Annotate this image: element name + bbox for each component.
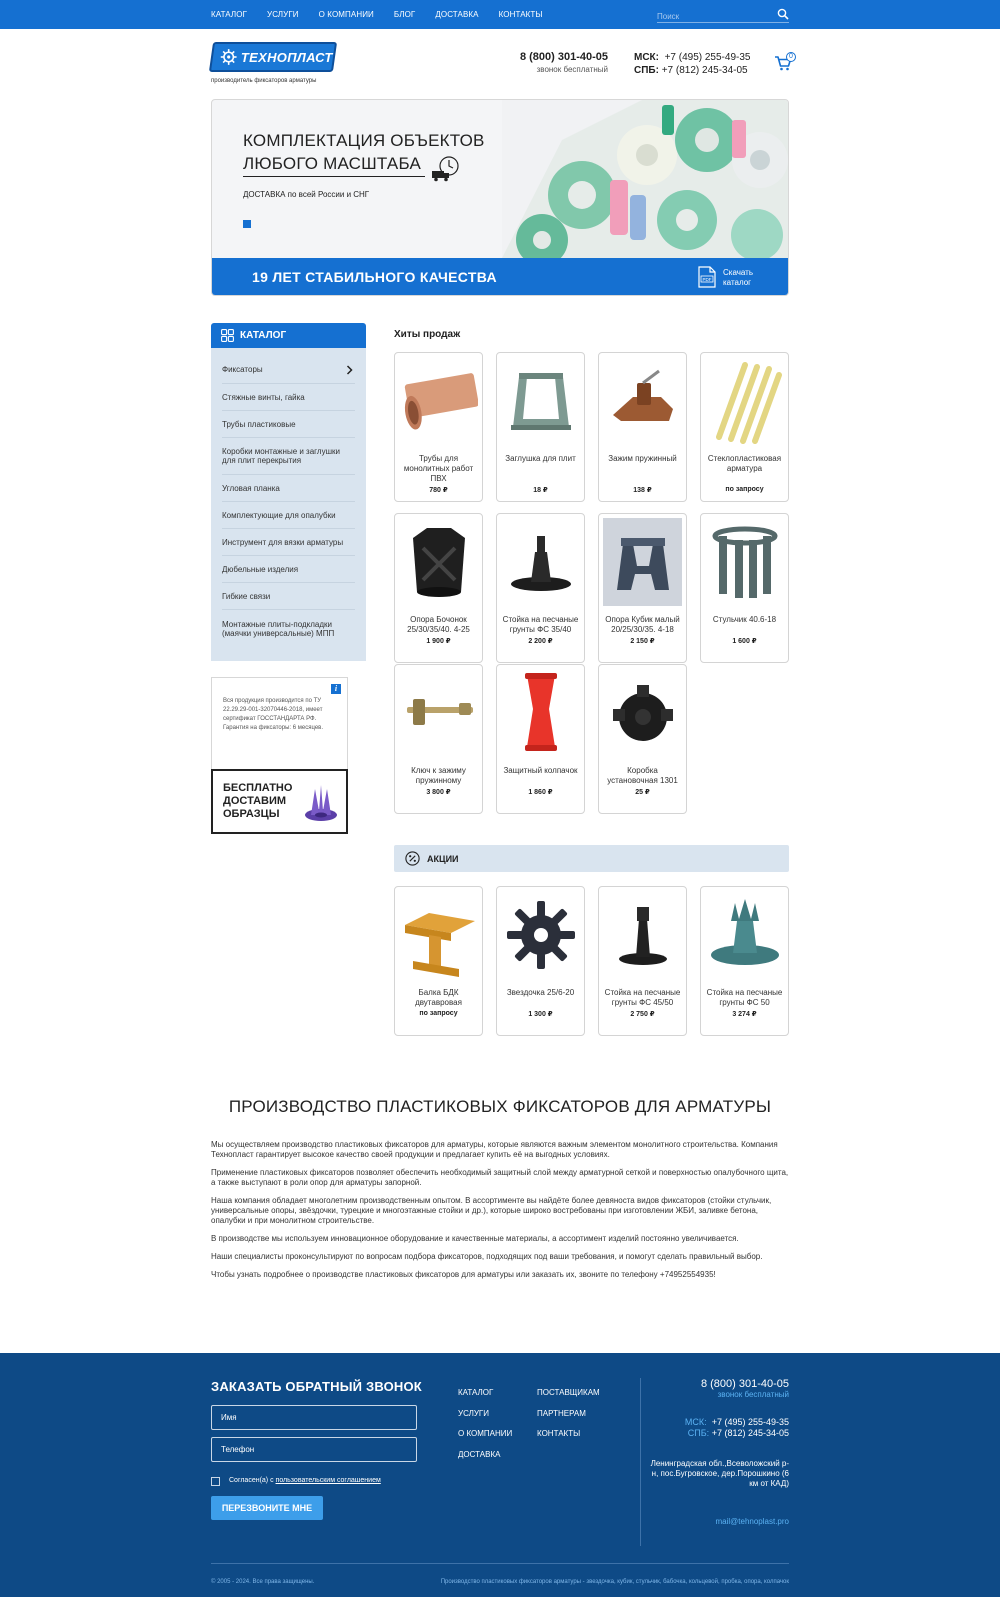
- seo-paragraph: В производстве мы используем инновационное оборудование и качественные материалы, а ассортимент изделий постоянно увеличивается.: [211, 1234, 739, 1243]
- callback-phone-input[interactable]: [211, 1437, 417, 1462]
- footer-links-col2: [537, 1383, 600, 1445]
- product-price: 2 150 ₽: [630, 638, 655, 645]
- product-image-pvc-pipe: [399, 357, 478, 445]
- catalog-title: КАТАЛОГ: [240, 330, 287, 341]
- footer-msk-phone[interactable]: +7 (495) 255-49-35: [711, 1417, 789, 1427]
- footer-spb-label: СПБ:: [687, 1428, 710, 1438]
- product-name: Трубы для монолитных работ ПВХ: [403, 454, 474, 483]
- product-price: 1 900 ₽: [426, 638, 451, 645]
- promo-product-card[interactable]: [700, 886, 789, 1036]
- product-card[interactable]: [496, 664, 585, 814]
- download-catalog-line1: Скачать: [723, 268, 753, 277]
- footer-address: Ленинградская обл.,Всеволожский р-н, пос.Бугровское, дер.Порошкино (6 км от КАД): [650, 1459, 789, 1488]
- free-samples-text: БЕСПЛАТНО ДОСТАВИМ ОБРАЗЦЫ: [223, 782, 293, 820]
- product-price: 2 750 ₽: [630, 1011, 655, 1018]
- product-price: 3 274 ₽: [732, 1011, 757, 1018]
- footer-contacts: [650, 1378, 789, 1526]
- product-price: 1 600 ₽: [732, 638, 757, 645]
- chevron-right-icon: [346, 365, 353, 375]
- catalog-item-tools[interactable]: [222, 529, 355, 556]
- catalog-item-ties[interactable]: [222, 583, 355, 610]
- product-card[interactable]: [394, 352, 483, 502]
- svg-text:PDF: PDF: [702, 277, 712, 282]
- header-city-phones: [634, 51, 750, 77]
- footer-link-delivery[interactable]: ДОСТАВКА: [458, 1449, 501, 1459]
- hero-banner[interactable]: [211, 99, 789, 296]
- product-price: 780 ₽: [429, 487, 448, 494]
- banner-title-line1: КОМПЛЕКТАЦИЯ ОБЪЕКТОВ: [243, 131, 485, 150]
- header-phone[interactable]: 8 (800) 301-40-05: [519, 51, 608, 63]
- catalog-item-dowels[interactable]: [222, 556, 355, 583]
- catalog-item-label: Коробки монтажные и заглушки для плит перекрытия: [222, 447, 340, 465]
- promo-product-card[interactable]: [496, 886, 585, 1036]
- product-image-chair-40: [705, 518, 784, 606]
- callback-submit-button[interactable]: ПЕРЕЗВОНИТЕ МНЕ: [211, 1496, 323, 1520]
- download-catalog-line2: каталог: [723, 278, 752, 287]
- search-input[interactable]: [657, 9, 767, 25]
- footer-spb-phone[interactable]: +7 (812) 245-34-05: [711, 1428, 789, 1438]
- nav-contacts[interactable]: КОНТАКТЫ: [498, 10, 543, 19]
- promo-header: [394, 845, 789, 872]
- product-card[interactable]: [598, 664, 687, 814]
- product-name: Звездочка 25/6-20: [506, 988, 575, 997]
- catalog-item-screws[interactable]: [222, 384, 355, 411]
- seo-paragraph: Чтобы узнать подробнее о производстве пластиковых фиксаторов для арматуры или заказать их, звоните по телефону +74952554935!: [211, 1270, 716, 1279]
- banner-title-line2: ЛЮБОГО МАСШТАБА: [243, 154, 421, 173]
- banner-quality-bar: [212, 258, 789, 296]
- catalog-item-pipes[interactable]: [222, 411, 355, 438]
- hits-title: Хиты продаж: [394, 329, 461, 340]
- catalog-item-label: Стяжные винты, гайка: [222, 392, 305, 402]
- header-phone-block: [503, 51, 608, 74]
- catalog-list: [211, 348, 366, 661]
- logo[interactable]: [209, 42, 337, 72]
- agreement-checkbox[interactable]: [211, 1477, 220, 1486]
- nav-about[interactable]: О КОМПАНИИ: [318, 10, 374, 19]
- product-price: 25 ₽: [635, 789, 650, 796]
- banner-subtitle: ДОСТАВКА по всей России и СНГ: [243, 190, 370, 199]
- footer-phone[interactable]: 8 (800) 301-40-05: [700, 1378, 789, 1390]
- product-card[interactable]: [496, 352, 585, 502]
- free-samples-banner[interactable]: [211, 769, 348, 834]
- tagline: производитель фиксаторов арматуры: [211, 78, 317, 84]
- footer-link-services[interactable]: УСЛУГИ: [458, 1408, 490, 1418]
- product-price: 1 860 ₽: [528, 789, 553, 796]
- pdf-icon[interactable]: [698, 266, 716, 288]
- promo-title: АКЦИИ: [427, 853, 459, 864]
- footer-bottom-divider: [211, 1563, 789, 1564]
- seo-title: ПРОИЗВОДСТВО ПЛАСТИКОВЫХ ФИКСАТОРОВ ДЛЯ АРМАТУРЫ: [228, 1097, 772, 1116]
- seo-paragraph: Наши специалисты проконсультируют по вопросам подбора фиксаторов, подходящих под ваши требования, и помогут сделать правильный выбор.: [211, 1252, 763, 1261]
- cart-count-badge: 0: [786, 52, 796, 62]
- footer-link-catalog[interactable]: КАТАЛОГ: [458, 1388, 494, 1397]
- banner-bar-text: 19 ЛЕТ СТАБИЛЬНОГО КАЧЕСТВА: [252, 269, 497, 285]
- nav-services[interactable]: УСЛУГИ: [267, 10, 299, 19]
- product-image-star-fixator: [501, 891, 580, 979]
- percent-badge-icon: [405, 851, 420, 866]
- msk-phone[interactable]: +7 (495) 255-49-35: [664, 52, 751, 63]
- catalog-item-boxes[interactable]: [222, 438, 355, 475]
- msk-label: МСК:: [634, 52, 659, 63]
- top-nav: [211, 0, 563, 29]
- product-price: 3 800 ₽: [426, 789, 451, 796]
- footer: [0, 1353, 1000, 1597]
- product-name: Стульчик 40.6-18: [712, 615, 777, 624]
- product-image-barrel-support: [399, 518, 478, 606]
- product-name: Коробка установочная 1301: [607, 766, 678, 785]
- footer-city-phones: [650, 1417, 789, 1439]
- catalog-item-label: Монтажные плиты-подкладки (маячки универсальные) МПП: [222, 619, 335, 638]
- catalog-item-label: Трубы пластиковые: [222, 419, 296, 429]
- nav-catalog[interactable]: КАТАЛОГ: [211, 10, 248, 19]
- search-box: [657, 6, 789, 23]
- product-image-spring-clamp: [603, 357, 682, 445]
- product-price: 2 200 ₽: [528, 638, 553, 645]
- product-image-clamp-key: [399, 669, 478, 757]
- footer-link-about[interactable]: О КОМПАНИИ: [458, 1429, 513, 1438]
- product-name: Балка БДК двутавровая: [415, 988, 462, 1007]
- footer-links-col1: [458, 1383, 512, 1465]
- promo-product-card[interactable]: [598, 886, 687, 1036]
- catalog-item-label: Инструмент для вязки арматуры: [222, 537, 344, 547]
- search-icon[interactable]: [777, 8, 789, 20]
- footer-divider: [640, 1378, 641, 1546]
- footer-email[interactable]: mail@tehnoplast.pro: [715, 1517, 789, 1526]
- gear-logo-icon: [220, 46, 237, 68]
- agreement-link[interactable]: пользовательским соглашением: [275, 1477, 381, 1484]
- catalog-item-label: Угловая планка: [222, 483, 280, 493]
- seo-text: [211, 1140, 789, 1288]
- catalog-item-label: Гибкие связи: [222, 591, 271, 601]
- nav-blog[interactable]: БЛОГ: [393, 10, 416, 19]
- agreement-text: [229, 1477, 381, 1484]
- product-name: Опора Бочонок 25/30/35/40. 4-25: [407, 615, 470, 634]
- product-image-i-beam: [399, 891, 478, 979]
- product-price: 1 300 ₽: [528, 1011, 553, 1018]
- certificate-text: Вся продукция производится по ТУ 22.29.29-001-32070446-2018, имеет сертификат ГОССТАНДАРТА РФ. Гарантия на фиксаторы: 6 месяцев.: [223, 698, 324, 731]
- product-name: Стеклопластиковая арматура: [707, 454, 782, 473]
- product-image-cube-support: [603, 518, 682, 606]
- grid-icon: [221, 329, 234, 342]
- product-name: Стойка на песчаные грунты ФС 35/40: [502, 615, 579, 634]
- product-name: Защитный колпачок: [503, 766, 578, 775]
- copyright: © 2005 - 2024. Все права защищены.: [211, 1579, 315, 1585]
- product-price: по запросу: [725, 486, 764, 493]
- footer-link-suppliers[interactable]: ПОСТАВЩИКАМ: [537, 1388, 600, 1397]
- nav-delivery[interactable]: ДОСТАВКА: [435, 10, 479, 19]
- product-image-plate-plug: [501, 357, 580, 445]
- catalog-item-label: Комплектующие для опалубки: [222, 510, 336, 520]
- product-image-sand-stand-35: [501, 518, 580, 606]
- callback-title: ЗАКАЗАТЬ ОБРАТНЫЙ ЗВОНОК: [211, 1379, 422, 1394]
- product-card[interactable]: [394, 664, 483, 814]
- callback-name-input[interactable]: [211, 1405, 417, 1430]
- footer-phone-note: звонок бесплатный: [717, 1390, 789, 1399]
- top-bar: [0, 0, 1000, 29]
- info-icon: i: [331, 684, 341, 694]
- product-name: Заглушка для плит: [505, 454, 576, 463]
- catalog-item-fixators[interactable]: [222, 356, 355, 384]
- promo-product-card[interactable]: [394, 886, 483, 1036]
- product-name: Стойка на песчаные грунты ФС 45/50: [604, 988, 681, 1007]
- product-image-sand-stand-45: [603, 891, 682, 979]
- product-price: 138 ₽: [633, 487, 652, 494]
- product-price: по запросу: [419, 1010, 458, 1017]
- product-card[interactable]: [598, 513, 687, 663]
- banner-fixators-image: [502, 100, 789, 258]
- spb-label: СПБ:: [634, 65, 659, 76]
- product-image-protective-cap: [501, 669, 580, 757]
- banner-slider-dot[interactable]: [243, 220, 251, 228]
- product-price: 18 ₽: [533, 487, 548, 494]
- product-image-sand-stand-50: [705, 891, 784, 979]
- banner-divider: [243, 176, 425, 177]
- product-card[interactable]: [700, 513, 789, 663]
- catalog-item-label: Дюбельные изделия: [222, 564, 299, 574]
- product-name: Ключ к зажиму пружинному: [411, 766, 466, 785]
- header-phone-note: звонок бесплатный: [536, 65, 608, 74]
- seo-paragraph: Применение пластиковых фиксаторов позволяет обеспечить необходимый защитный слой между арматурной сеткой и поверхностью опалубочного щита, а также выступают в роли опор для арматуры запорной.: [211, 1168, 789, 1187]
- download-catalog-link[interactable]: [723, 268, 753, 288]
- certificate-info: [211, 677, 348, 770]
- product-name: Стойка на песчаные грунты ФС 50: [706, 988, 783, 1007]
- product-name: Опора Кубик малый 20/25/30/35. 4-18: [605, 615, 680, 634]
- seo-paragraph: Наша компания обладает многолетним производственным опытом. В ассортименте вы найдёте более девяноста видов фиксаторов (стойки стульчик, универсальные опоры, звёздочки, турецкие и многоэтажные стойки и др.), которые широко востребованы при изготовлении ЖБИ, заливке бетона, опалубки и при монолитном строительстве.: [211, 1196, 772, 1225]
- footer-link-contacts[interactable]: КОНТАКТЫ: [537, 1429, 581, 1438]
- product-name: Зажим пружинный: [608, 454, 677, 463]
- delivery-truck-icon: [430, 155, 460, 183]
- product-image-mounting-box: [603, 669, 682, 757]
- catalog-item-corner[interactable]: [222, 475, 355, 502]
- product-image-fiberglass-rebar: [705, 357, 784, 445]
- footer-seo-line: Производство пластиковых фиксаторов арматуры - звездочка, кубик, стульчик, бабочка, кольцевой, пробка, опора, колпачок: [440, 1579, 789, 1585]
- agreement-prefix: Согласен(а) с: [229, 1477, 276, 1484]
- product-card[interactable]: [700, 352, 789, 502]
- catalog-item-plates[interactable]: [222, 610, 355, 647]
- seo-paragraph: Мы осуществляем производство пластиковых фиксаторов для арматуры, которые являются важным элементом монолитного строительства. Компания Технопласт гарантирует высокое качество своей продукции и предлагает купить её на выгодных условиях.: [211, 1140, 778, 1159]
- product-card[interactable]: [496, 513, 585, 663]
- catalog-item-formwork[interactable]: [222, 502, 355, 529]
- spb-phone[interactable]: +7 (812) 245-34-05: [661, 65, 748, 76]
- product-card[interactable]: [598, 352, 687, 502]
- sample-fixator-image: [303, 781, 339, 823]
- logo-text: ТЕХНОПЛАСТ: [241, 49, 333, 65]
- footer-link-partners[interactable]: ПАРТНЕРАМ: [537, 1408, 586, 1418]
- footer-msk-label: МСК:: [684, 1417, 707, 1427]
- catalog-item-label: Фиксаторы: [222, 365, 263, 374]
- catalog-header: [211, 323, 366, 348]
- product-card[interactable]: [394, 513, 483, 663]
